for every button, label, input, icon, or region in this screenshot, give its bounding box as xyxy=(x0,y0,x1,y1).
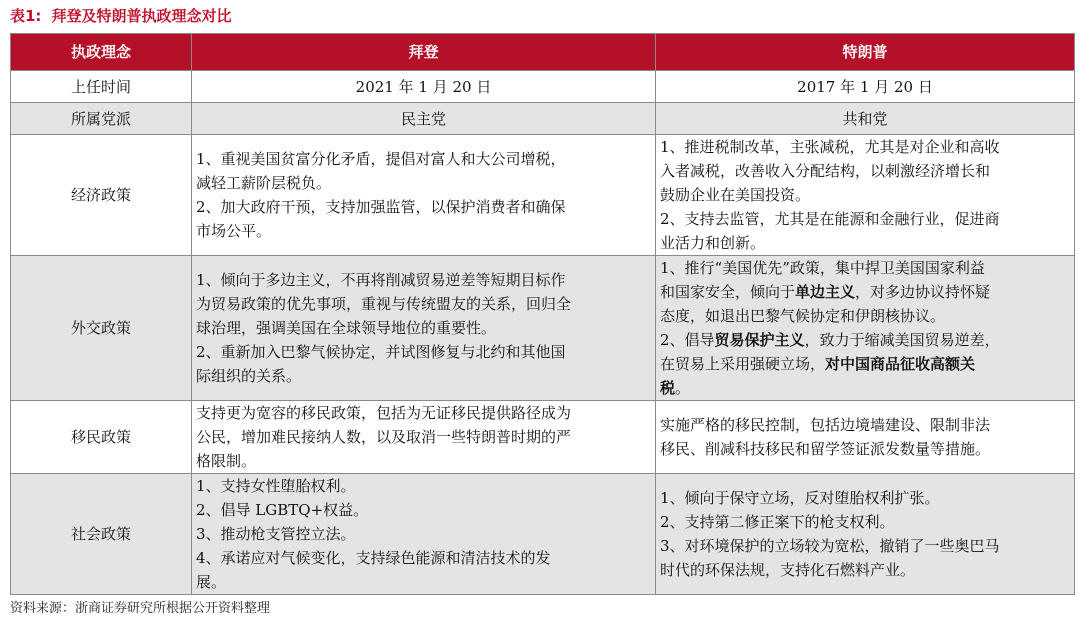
biden-foreign xyxy=(192,256,656,401)
trump-foreign-line xyxy=(660,328,1070,352)
label-party: 所属党派 xyxy=(11,103,192,135)
biden-economy-line: 1、重视美国贫富分化矛盾，提倡对富人和大公司增税， xyxy=(196,150,566,168)
trump-foreign-text: 和国家安全，倾向于 xyxy=(660,283,796,301)
caption-title: 拜登及特朗普执政理念对比 xyxy=(51,7,232,25)
label-social: 社会政策 xyxy=(11,474,192,595)
row-party xyxy=(11,103,1075,135)
trump-immigration-line: 实施严格的移民控制，包括边境墙建设、限制非法 xyxy=(660,416,991,434)
biden-social-line: 展。 xyxy=(196,573,227,591)
trump-social-line: 1、倾向于保守立场，反对堕胎权利扩张。 xyxy=(660,489,940,507)
trump-foreign-line xyxy=(660,376,1070,400)
row-economy xyxy=(11,135,1075,256)
trump-term: 2017 年 1 月 20 日 xyxy=(656,71,1075,103)
biden-economy-line: 减轻工薪阶层税负。 xyxy=(196,174,332,192)
caption-number: 表1: xyxy=(10,7,42,25)
trump-foreign-text: 2、倡导 xyxy=(660,331,715,349)
trump-foreign-bold: 单边主义 xyxy=(795,283,856,301)
biden-foreign-line: 际组织的关系。 xyxy=(196,367,302,385)
biden-foreign-line: 球治理，强调美国在全球领导地位的重要性。 xyxy=(196,319,497,337)
biden-foreign-line: 为贸易政策的优先事项，重视与传统盟友的关系，回归全 xyxy=(196,295,572,313)
comparison-table xyxy=(10,33,1075,595)
trump-foreign-bold: 税 xyxy=(660,379,676,397)
biden-immigration-line: 支持更为宽容的移民政策，包括为无证移民提供路径成为 xyxy=(196,404,572,422)
header-trump: 特朗普 xyxy=(656,34,1075,71)
table-caption xyxy=(10,4,231,28)
biden-social-line: 3、推动枪支管控立法。 xyxy=(196,525,356,543)
trump-immigration-line: 移民、削减科技移民和留学签证派发数量等措施。 xyxy=(660,440,991,458)
trump-foreign-bold: 贸易保护主义 xyxy=(714,331,805,349)
trump-foreign-line xyxy=(660,352,1070,376)
source-note: 资料来源：浙商证券研究所根据公开资料整理 xyxy=(10,601,271,616)
trump-foreign-line xyxy=(660,280,1070,304)
biden-economy-line: 2、加大政府干预，支持加强监管，以保护消费者和确保 xyxy=(196,198,566,216)
biden-social xyxy=(192,474,656,595)
row-term xyxy=(11,71,1075,103)
biden-social-line: 1、支持女性堕胎权利。 xyxy=(196,477,356,495)
biden-term: 2021 年 1 月 20 日 xyxy=(192,71,656,103)
biden-foreign-line: 1、倾向于多边主义，不再将削减贸易逆差等短期目标作 xyxy=(196,271,566,289)
biden-immigration-line: 格限制。 xyxy=(196,452,257,470)
label-economy: 经济政策 xyxy=(11,135,192,256)
trump-economy-line: 业活力和创新。 xyxy=(660,234,766,252)
trump-foreign-text: 。 xyxy=(675,379,691,397)
trump-foreign-line: 1、推行“美国优先”政策，集中捍卫美国国家利益 xyxy=(660,259,985,277)
trump-economy-line: 1、推进税制改革，主张减税，尤其是对企业和高收 xyxy=(660,138,1000,156)
trump-foreign-text: 在贸易上采用强硬立场， xyxy=(660,355,826,373)
header-policy: 执政理念 xyxy=(11,34,192,71)
trump-social-line: 2、支持第二修正案下的枪支权利。 xyxy=(660,513,895,531)
trump-foreign-bold: 对中国商品征收高额关 xyxy=(825,355,976,373)
trump-foreign-text: ，致力于缩减美国贸易逆差， xyxy=(804,331,1000,349)
label-foreign: 外交政策 xyxy=(11,256,192,401)
biden-foreign-line: 2、重新加入巴黎气候协定，并试图修复与北约和其他国 xyxy=(196,343,566,361)
header-biden: 拜登 xyxy=(192,34,656,71)
biden-economy-line: 市场公平。 xyxy=(196,222,272,240)
trump-foreign-line: 态度，如退出巴黎气候协定和伊朗核协议。 xyxy=(660,307,946,325)
label-term: 上任时间 xyxy=(11,71,192,103)
row-immigration xyxy=(11,401,1075,474)
trump-party: 共和党 xyxy=(656,103,1075,135)
trump-foreign xyxy=(656,256,1075,401)
biden-immigration-line: 公民，增加难民接纳人数，以及取消一些特朗普时期的严 xyxy=(196,428,572,446)
trump-social xyxy=(656,474,1075,595)
trump-economy xyxy=(656,135,1075,256)
row-foreign xyxy=(11,256,1075,401)
biden-social-line: 4、承诺应对气候变化，支持绿色能源和清洁技术的发 xyxy=(196,549,551,567)
trump-immigration xyxy=(656,401,1075,474)
trump-social-line: 时代的环保法规，支持化石燃料产业。 xyxy=(660,561,916,579)
biden-immigration xyxy=(192,401,656,474)
trump-economy-line: 2、支持去监管，尤其是在能源和金融行业，促进商 xyxy=(660,210,1000,228)
trump-economy-line: 鼓励企业在美国投资。 xyxy=(660,186,811,204)
trump-foreign-text: ，对多边协议持怀疑 xyxy=(855,283,991,301)
label-immigration: 移民政策 xyxy=(11,401,192,474)
trump-social-line: 3、对环境保护的立场较为宽松，撤销了一些奥巴马 xyxy=(660,537,1000,555)
biden-social-line: 2、倡导 LGBTQ+权益。 xyxy=(196,501,369,519)
biden-economy xyxy=(192,135,656,256)
table-header-row xyxy=(11,34,1075,71)
biden-party: 民主党 xyxy=(192,103,656,135)
row-social xyxy=(11,474,1075,595)
trump-economy-line: 入者减税，改善收入分配结构，以刺激经济增长和 xyxy=(660,162,991,180)
